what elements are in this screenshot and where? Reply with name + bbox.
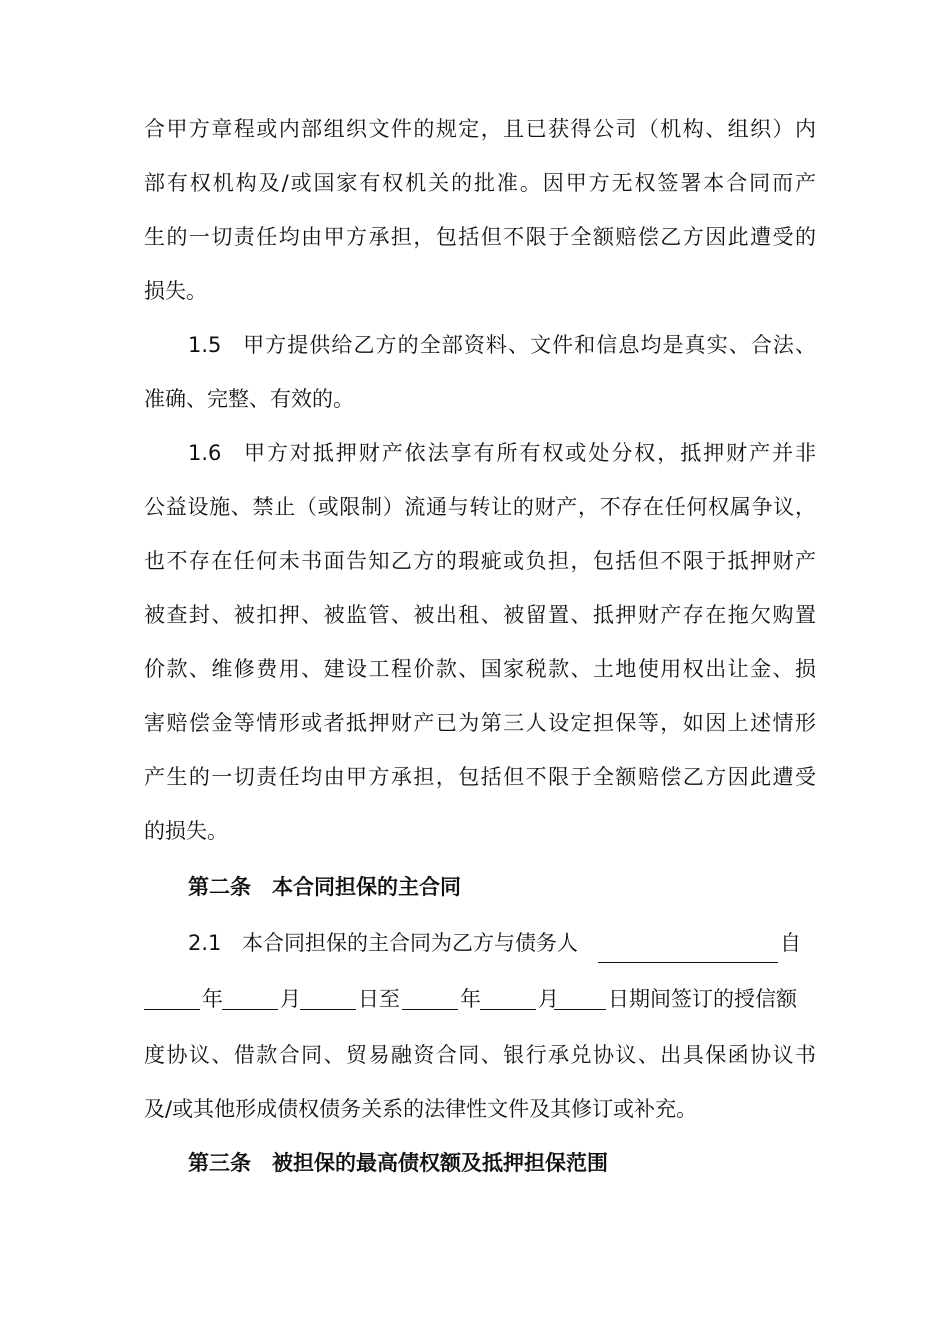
end-day-blank[interactable] [554, 987, 606, 1010]
paragraph-line: 合甲方章程或内部组织文件的规定，且已获得公司（机构、组织）内 [144, 117, 816, 141]
year-label: 年 [202, 987, 223, 1011]
from-label: 自 [780, 931, 801, 955]
end-year-blank[interactable] [402, 987, 458, 1010]
paragraph-line: 害赔偿金等情形或者抵押财产已为第三人设定担保等，如因上述情形 [144, 711, 816, 735]
year-label: 年 [460, 987, 481, 1011]
clause-number: 1.6 [188, 441, 222, 465]
month-label: 月 [280, 987, 301, 1011]
paragraph-line: 部有权机构及/或国家有权机关的批准。因甲方无权签署本合同而产 [144, 171, 816, 195]
clause-1-6-line [188, 438, 816, 468]
paragraph-line: 损失。 [144, 279, 207, 303]
article-3-heading: 第三条 被担保的最高债权额及抵押担保范围 [188, 1151, 608, 1175]
month-label: 月 [538, 987, 559, 1011]
clause-text: 甲方对抵押财产依法享有所有权或处分权，抵押财产并非 [242, 441, 816, 465]
paragraph-line: 生的一切责任均由甲方承担，包括但不限于全额赔偿乙方因此遭受的 [144, 225, 816, 249]
period-text: 日期间签订的授信额 [608, 987, 797, 1011]
start-month-blank[interactable] [222, 987, 278, 1010]
debtor-blank-field[interactable] [598, 940, 778, 963]
paragraph-line: 也不存在任何未书面告知乙方的瑕疵或负担，包括但不限于抵押财产 [144, 549, 816, 573]
paragraph-line: 公益设施、禁止（或限制）流通与转让的财产，不存在任何权属争议， [144, 495, 816, 519]
paragraph-line: 及/或其他形成债权债务关系的法律性文件及其修订或补充。 [144, 1097, 698, 1121]
paragraph-line: 度协议、借款合同、贸易融资合同、银行承兑协议、出具保函协议书 [144, 1043, 816, 1067]
clause-number: 2.1 [188, 931, 222, 955]
paragraph-line: 被查封、被扣押、被监管、被出租、被留置、抵押财产存在拖欠购置 [144, 603, 816, 627]
start-day-blank[interactable] [300, 987, 356, 1010]
paragraph-line: 价款、维修费用、建设工程价款、国家税款、土地使用权出让金、损 [144, 657, 816, 681]
clause-number: 1.5 [188, 333, 222, 357]
clause-1-5-line [188, 330, 816, 360]
paragraph-line: 产生的一切责任均由甲方承担，包括但不限于全额赔偿乙方因此遭受 [144, 765, 816, 789]
date-range-line [144, 984, 816, 1014]
clause-text: 甲方提供给乙方的全部资料、文件和信息均是真实、合法、 [242, 333, 816, 357]
article-2-heading: 第二条 本合同担保的主合同 [188, 875, 461, 899]
paragraph-line: 准确、完整、有效的。 [144, 387, 354, 411]
clause-text: 本合同担保的主合同为乙方与债务人 [242, 931, 578, 955]
day-to-label: 日至 [358, 987, 400, 1011]
end-month-blank[interactable] [480, 987, 536, 1010]
paragraph-line: 的损失。 [144, 819, 228, 843]
start-year-blank[interactable] [144, 987, 200, 1010]
